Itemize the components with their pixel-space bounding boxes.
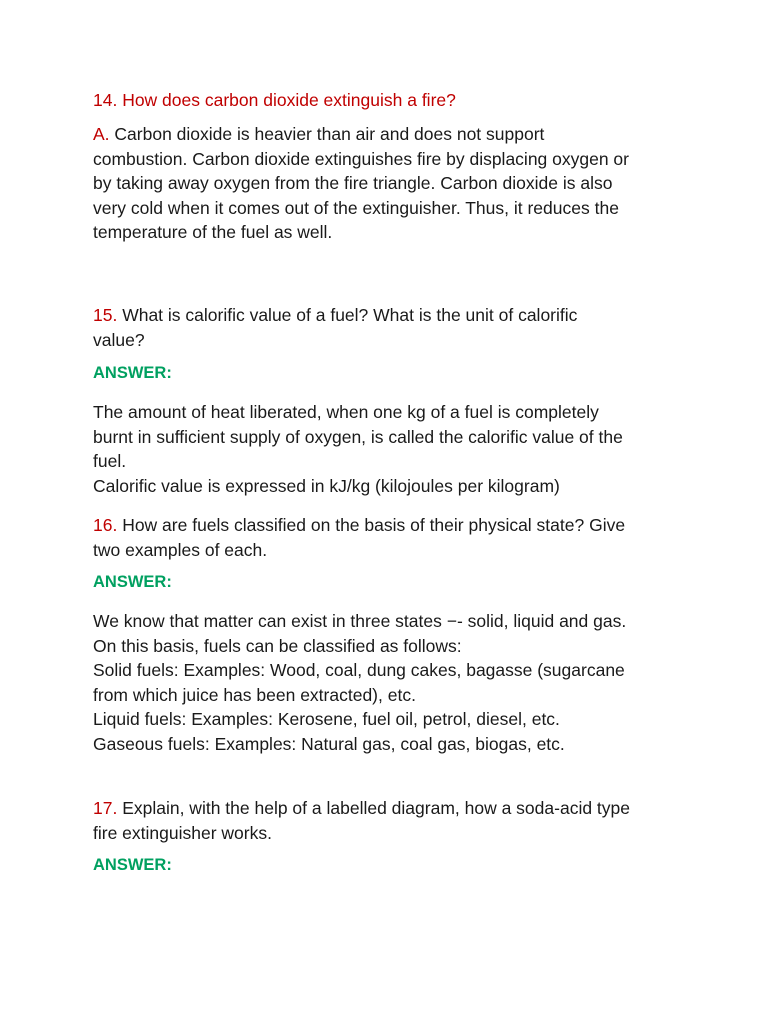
answer-heading: ANSWER: xyxy=(93,364,172,382)
question-number: 15. xyxy=(93,305,118,325)
question-line: two examples of each. xyxy=(93,539,268,560)
answer-line: temperature of the fuel as well. xyxy=(93,222,333,242)
question-15 xyxy=(93,303,693,352)
answer-line: burnt in sufficient supply of oxygen, is called the calorific value of the xyxy=(93,426,623,447)
answer-line: Calorific value is expressed in kJ/kg (kilojoules per kilogram) xyxy=(93,475,560,496)
answer-line: Liquid fuels: Examples: Kerosene, fuel oil, petrol, diesel, etc. xyxy=(93,709,560,729)
answer-line: Solid fuels: Examples: Wood, coal, dung cakes, bagasse (sugarcane xyxy=(93,660,625,680)
question-14-title: 14. How does carbon dioxide extinguish a fire? xyxy=(93,90,456,110)
question-line: 16. How are fuels classified on the basis of their physical state? Give xyxy=(93,515,626,535)
answer-heading: ANSWER: xyxy=(93,856,172,874)
answer-line: On this basis, fuels can be classified as follows: xyxy=(93,635,462,656)
answer-line: by taking away oxygen from the fire triangle. Carbon dioxide is also xyxy=(93,173,613,193)
answer-line: from which juice has been extracted), etc. xyxy=(93,684,416,705)
answer-heading: ANSWER: xyxy=(93,573,172,591)
answer-line: We know that matter can exist in three states −- solid, liquid and gas. xyxy=(93,611,627,631)
answer-line: very cold when it comes out of the extinguisher. Thus, it reduces the xyxy=(93,197,619,218)
question-number: 16. xyxy=(93,515,118,535)
answer-line: combustion. Carbon dioxide extinguishes fire by displacing oxygen or xyxy=(93,148,629,169)
question-16-answer xyxy=(93,609,693,756)
answer-line: fuel. xyxy=(93,451,127,471)
question-line: 15. What is calorific value of a fuel? What is the unit of calorific xyxy=(93,305,578,325)
question-16 xyxy=(93,513,693,562)
question-17 xyxy=(93,796,693,845)
answer-line: Gaseous fuels: Examples: Natural gas, coal gas, biogas, etc. xyxy=(93,733,565,754)
question-line: 17. Explain, with the help of a labelled diagram, how a soda-acid type xyxy=(93,798,630,818)
answer-line: The amount of heat liberated, when one kg of a fuel is completely xyxy=(93,402,599,422)
answer-label: A. xyxy=(93,124,110,144)
question-line: fire extinguisher works. xyxy=(93,822,272,843)
question-number: 17. xyxy=(93,798,118,818)
question-line: value? xyxy=(93,329,145,350)
question-15-answer xyxy=(93,400,693,498)
answer-line: A. Carbon dioxide is heavier than air and does not support xyxy=(93,124,545,144)
question-14-answer xyxy=(93,122,693,245)
